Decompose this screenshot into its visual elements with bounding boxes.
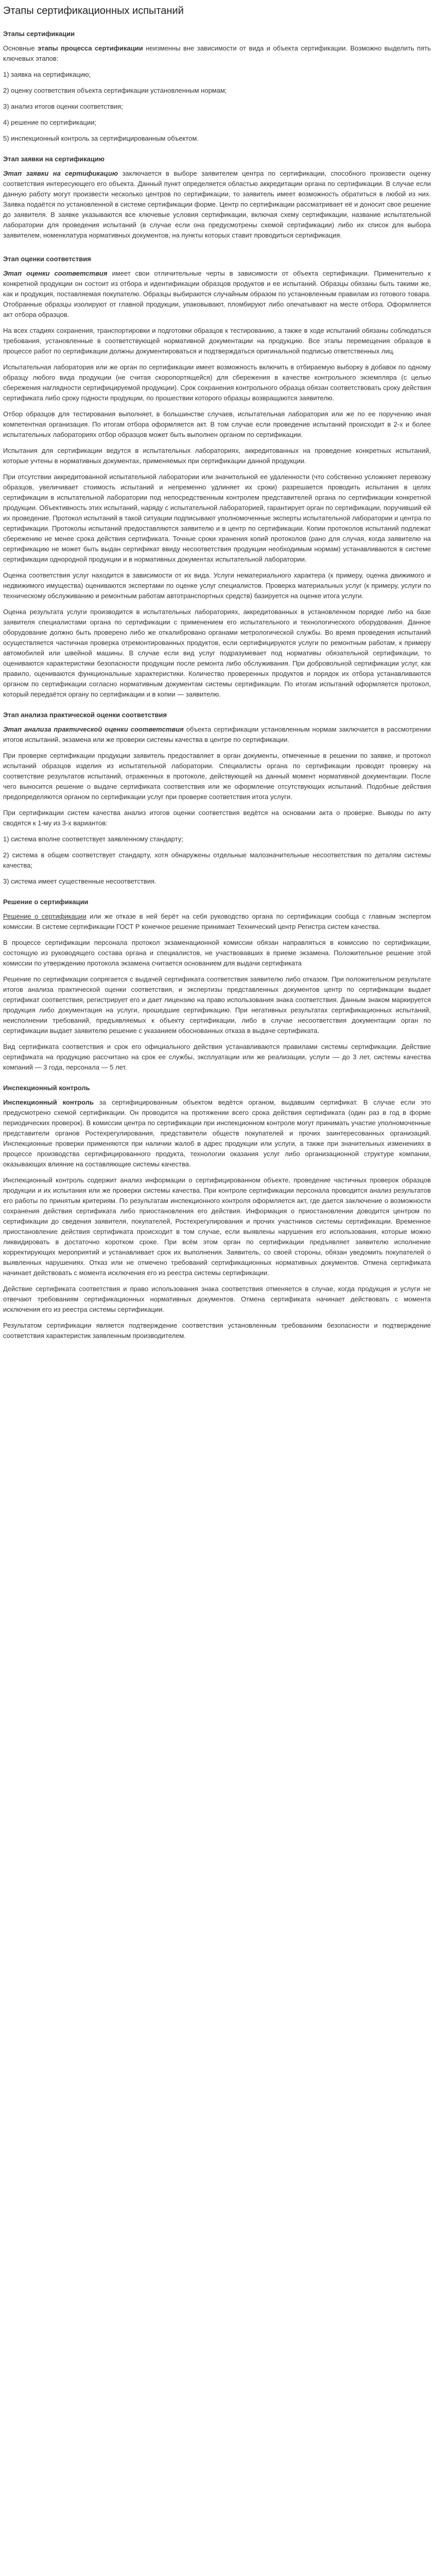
inspection-paragraph-3: Действие сертификата соответствия и право использования знака соответствия отменяется в случае, когда продукция и услуги не отвечают требованиям сертификационных нормативных документов. Отмена сертификата начинает действовать с момента исключения его из реестра системы сертификации.	[3, 1285, 431, 1313]
analysis-paragraph-3: При сертификации систем качества анализ итогов оценки соответствия ведётся на основании акта о проверке. Выводы по акту сводятся к 1-му из 3-х вариантов:	[3, 809, 431, 827]
assessment-paragraph-5: Испытания для сертификации ведутся в испытательных лабораториях, аккредитованных на проведение конкретных испытаний, которые учтены в нормативных документах, применяемых при сертификации данной продукции.	[3, 447, 431, 465]
decision-paragraph-4: Вид сертификата соответствия и срок его официального действия устанавливаются правилами системы сертификации. Действие сертификата на продукцию рассчитано на срок ее службы, эксплуатации или же реализации, услуги — до 3 лет, системы качества компаний — 3 года, персонала — 5 лет.	[3, 1043, 431, 1071]
section-analysis	[3, 710, 431, 887]
stage-item-5: 5) инспекционный контроль за сертифицированным объектом.	[3, 134, 199, 142]
assessment-paragraph-6: При отсутствии аккредитованной испытательной лаборатории или значительной ее удаленности (что собственно усложняет перевозку образцов, увеличивает стоимость испытаний и непременно удлиняет их сроки) разрешается проводить испытания в целях сертификации в испытательной лаборатории под непосредственным контролем представителей органа по сертификации конкретной продукции. Объективность этих испытаний, наряду с испытательной лабораторией, гарантирует орган по сертификации, поручивший ей их проведение. Протокол испытаний в такой ситуации подписывают уполномоченные эксперты испытательной лаборатории и центра по сертификации. Протоколы испытаний предоставляются заявителю и в центр по сертификации. Копии протоколов испытаний подлежат сбережению не менее срока действия сертификата. Точные сроки хранения копий протоколов (рано для случая, когда заявителю на сертификацию не может быть выдан сертификат ввиду несоответствия продукции необходимым нормам) устанавливаются в системе сертификации однородной продукции и в нормативных документах испытательной лаборатории.	[3, 473, 431, 563]
section-heading-stages: Этапы сертификации	[3, 30, 75, 38]
analysis-item-1: 1) система вполне соответствует заявленному стандарту;	[3, 835, 183, 843]
inspection-paragraph-4: Результатом сертификации является подтверждение соответствия установленным требованиям безопасности и подтверждение соответствия характеристик заявленным производителем.	[3, 1321, 431, 1340]
stages-intro: Основные этапы процесса сертификации неизменны вне зависимости от вида и объекта сертификации. Возможно выделить пять ключевых этапов:	[3, 44, 431, 62]
page-title: Этапы сертификационных испытаний	[3, 5, 184, 16]
section-inspection	[3, 1083, 431, 1341]
stage-item-3: 3) анализ итогов оценки соответствия;	[3, 103, 123, 110]
decision-paragraph-1: Решение о сертификации или же отказе в ней берёт на себя руководство органа по сертификации сообща с главным экспертом комиссии. В системе сертификации ГОСТ Р конечное решение принимает Технический центр Регистра систем качества.	[3, 912, 431, 930]
inspection-paragraph-2: Инспекционный контроль содержит анализ информации о сертифицированном объекте, проведение частичных проверок образцов продукции и их испытания или же проверки системы качества. При контроле сертификации персонала проводится анализ результатов его работы по принятым критериям. По результатам инспекционного контроля оформляется акт, где дается заключение о возможности сохранения действия сертификата либо приостановления его действия. Информация о приостановлении доводится центром по сертификации до сведения заявителя, покупателей, Ростехрегулирования и прочих участников системы сертификации. Временное приостановление действия сертификата происходит в том случае, если выявлены нарушения его использования, которые можно ликвидировать в достаточно коротком сроке. При всём этом орган по сертификации предъявляет заявителю исполнение корректирующих мероприятий и устанавливает срок их выполнения. Заявитель, со своей стороны, обязан уведомить покупателей о выявленных нарушениях. Отказ или не отмечено требований сертификационных нормативных документов. Отмена сертификата начинает действовать с момента исключения его из реестра системы сертификации.	[3, 1176, 431, 1277]
assessment-paragraph-1: Этап оценки соответствия имеет свои отличительные черты в зависимости от объекта сертификации. Применительно к конкретной продукции он состоит из отбора и идентификации образцов продуктов и ее испытаний. Образцы обязаны быть такими же, как и продукция, поставляемая покупателю. Образцы выбираются случайным образом по установленным правилам из готового товара. Отобранные образцы изолируют от главной продукции, упаковывают, пломбируют либо опечатывают на месте отбора. Оформляется акт отбора образцов.	[3, 269, 431, 318]
section-heading-decision: Решение о сертификации	[3, 898, 89, 906]
assessment-paragraph-3: Испытательная лаборатория или же орган по сертификации имеет возможность включить в отбираемую выборку в добавок по одному образцу любого вида продукции (не считая скоропортящейся) для сбережения в качестве контрольного экземпляра (с целью сбережения наглядности сертифицируемой продукции). Срок сохранения контрольного образца обязан соответствовать сроку действия сертификата либо сроку годности продукции, по прошествии которого образцы возвращаются заявителю.	[3, 363, 431, 402]
analysis-paragraph-2: При проверке сертификации продукции заявитель предоставляет в орган документы, отмеченные в решении по заявке, и протокол испытаний образцов изделия из испытательной лаборатории. Специалисты органа по сертификации проводят проверку на соответствие результатов испытаний, отраженных в протоколе, действующей на данный момент нормативной документации. После чего выносится решение о выдаче сертификата соответствия или же оформление отсутствующих испытаний. Подобные действия предопределяются органом по сертификации услуг при проверке соответствия итога услуги.	[3, 752, 431, 801]
section-application	[3, 154, 431, 241]
assessment-paragraph-7: Оценка соответствия услуг находится в зависимости от их вида. Услуги нематериального характера (к примеру, оценка движимого и недвижимого имущества) оцениваются экспертами по оценке услуг специалистов. Проверка материальных услуг (к примеру, услуги по техническому обслуживанию и ремонтным работам автотранспортных средств) базируется на оценке итога услуги.	[3, 571, 431, 600]
stages-intro-bold: этапы процесса сертификации	[38, 44, 143, 52]
stage-item-1: 1) заявка на сертификацию;	[3, 71, 91, 78]
inspection-paragraph-1: Инспекционный контроль за сертифицированным объектом ведётся органом, выдавшим сертификат. В случае если это предусмотрено схемой сертификации. Он проводится на протяжении всего срока действия сертификата (один раз в год в форме периодических проверок). В комиссии центра по сертификации при инспекционном контроле могут принимать участие уполномоченные представители органов Ростехрегулирования, представители обществ покупателей и прочих заинтересованных организаций. Инспекционные проверки применяются при наличии жалоб в адрес продукции или услуги, а также при значительных изменениях в процессе производства сертифицированного продукта, технологии оказания услуг либо организационной структуре компании, оказывающих влияние на составляющие системы качества.	[3, 1098, 431, 1168]
decision-underlined-term: Решение о сертификации	[3, 912, 86, 920]
decision-paragraph-3: Решение по сертификации сопрягается с выдачей сертификата соответствия заявителю либо отказом. При положительном результате итогов анализа практической оценки соответствия, и экспертизы представленных документов центр по сертификации выдает сертификат соответствия, регистрирует его и дает лицензию на право использования знака соответствия. Данным знаком маркируется продукция либо документация на услуги, прошедшие сертификацию. При негативных результатах сертификационных испытаний, неисполнении требований, предъявляемых к объекту сертификации, либо в случае несоответствия документации орган по сертификации выдает заявителю решение с указанием обоснованных отказа в выдаче сертификата.	[3, 975, 431, 1035]
assessment-paragraph-8: Оценка результата услуги производится в испытательных лабораториях, аккредитованных в установленном порядке либо на базе заявителя специалистами органа по сертификации с применением его испытательного и технологического оборудования. Данное оборудование должно быть проверено либо же откалибровано органами метрологической службы. Во время проведения испытаний осуществляется частичная проверка отремонтированных продуктов, если сертифицируются услуги по ремонтным работам, к примеру автомобилей или швейной машины. В случае если вид услуг подразумевает под нормативы обязательной сертификации, то оцениваются характеристики безопасности продукции после ремонта либо обслуживания. При добровольной сертификации услуг, как правило, оцениваются функциональные характеристики. Количество проверенных продуктов и порядок их отбора устанавливаются органом по сертификации согласно нормативным документам системы сертификации. По итогам испытаний оформляется протокол, который передаётся органу по сертификации и в копии — заявителю.	[3, 608, 431, 698]
analysis-item-2: 2) система в общем соответствует стандарту, хотя обнаружены отдельные малозначительные несоответствия по деталям системы качества;	[3, 851, 431, 869]
section-heading-analysis: Этап анализа практической оценки соответствия	[3, 711, 167, 719]
section-stages	[3, 29, 431, 144]
assessment-paragraph-4: Отбор образцов для тестирования выполняет, в большинстве случаев, испытательная лаборатория или же по ее поручению иная компетентная организация. По итогам отбора оформляется акт. В том случае если проведение испытаний происходит в 2-х и более испытательных лабораториях отбор образцов может быть выполнен органом по сертификации.	[3, 410, 431, 438]
section-heading-assessment: Этап оценки соответствия	[3, 255, 91, 263]
application-paragraph-1: Этап заявки на сертификацию заключается в выборе заявителем центра по сертификации, способного произвести оценку соответствия интересующего его объекта. Данный пункт определяется областью аккредитации органа по сертификации. В случае если данную работу могут произвести несколько центров по сертификации, то заявитель имеет возможность обратиться в любой из них. Заявка подаётся по установленной в системе сертификации форме. Центр по сертификации рассматривает её и доносит свое решение до заявителя. В заявке указываются все ключевые условия сертификации, включая схему сертификации, название испытательной лаборатории для проведения испытаний (в случае если она предусмотрены схемой сертификации) либо их список для выбора заявителем, номенклатура нормативных документов, на пункты которых ставит проводиться сертификация.	[3, 170, 431, 239]
stage-item-4: 4) решение по сертификации;	[3, 118, 97, 126]
assessment-paragraph-2: На всех стадиях сохранения, транспортировки и подготовки образцов к тестированию, а также в ходе испытаний обязаны соблюдаться требования, установленные в соответствующей нормативной документации на продукцию. Все этапы перемещения образцов в процессе работ по сертификации должны документироваться и подтверждаться оригинальной подписью ответственных лиц.	[3, 327, 431, 355]
section-assessment	[3, 254, 431, 700]
section-decision	[3, 897, 431, 1073]
stage-item-2: 2) оценку соответствия объекта сертификации установленным нормам;	[3, 87, 227, 94]
section-heading-inspection: Инспекционный контроль	[3, 1084, 90, 1092]
analysis-paragraph-1: Этап анализа практической оценки соответствия объекта сертификации установленным нормам заключается в рассмотрении итогов испытаний, экзамена или же проверки системы качества в центре по сертификации.	[3, 725, 431, 743]
decision-paragraph-2: В процессе сертификации персонала протокол экзаменационной комиссии обязан направляться в комиссию по сертификации, состоящую из руководящего состава органа и специалистов, не участвовавших в приеме экзамена. Положительное решение этой комиссии по утверждению протокола экзамена считается основанием для выдачи сертификата	[3, 939, 431, 967]
section-heading-application: Этап заявки на сертификацию	[3, 155, 104, 163]
analysis-item-3: 3) система имеет существенные несоответствия.	[3, 877, 156, 885]
